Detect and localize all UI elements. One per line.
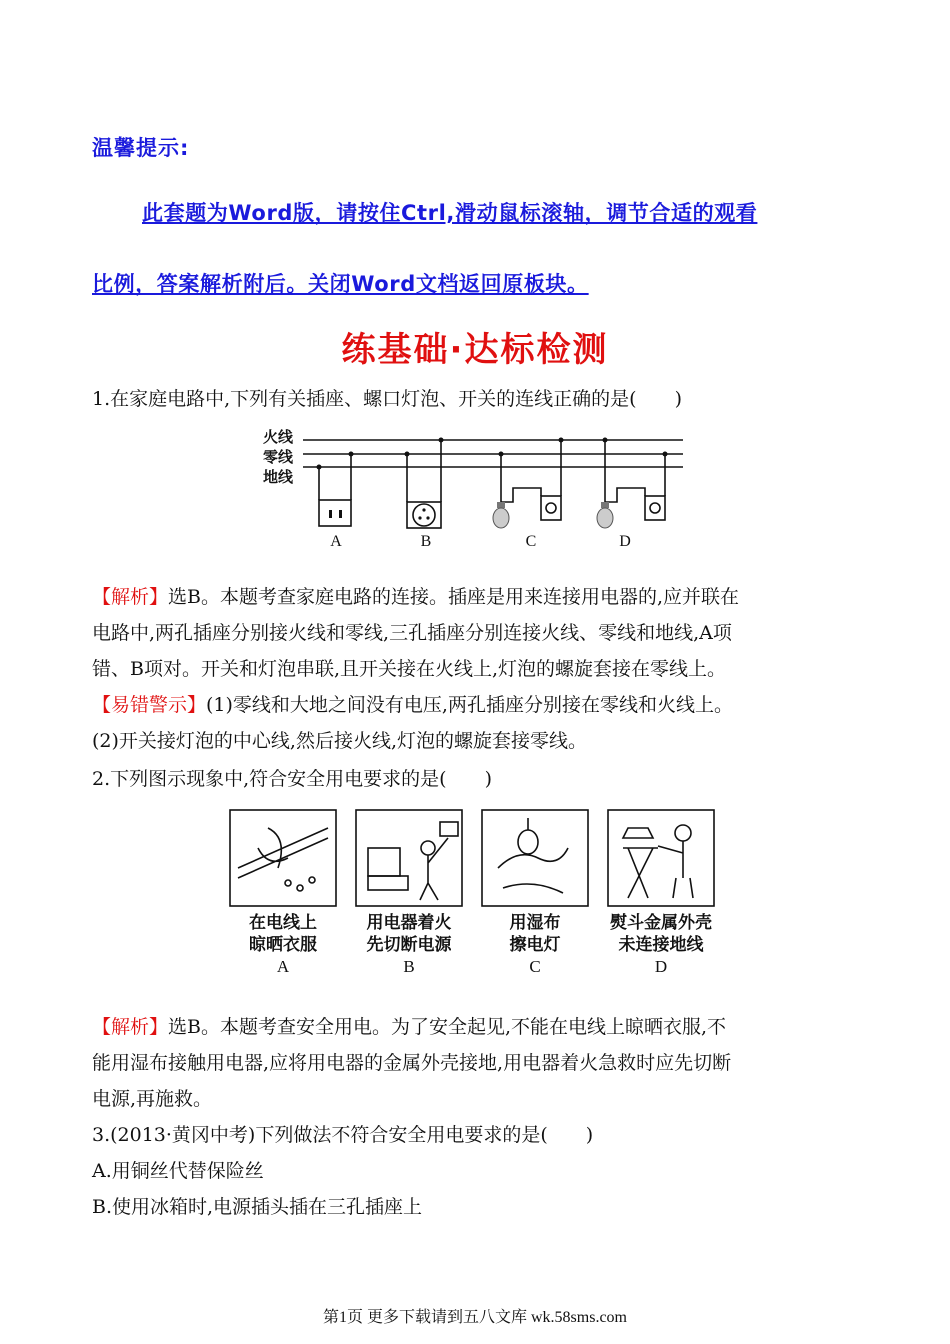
panel-c-drawing	[482, 810, 588, 906]
q1-stem: 1.在家庭电路中,下列有关插座、螺口灯泡、开关的连线正确的是( )	[92, 388, 682, 410]
switch-icon-c	[541, 496, 561, 520]
q3-option-a: A.用铜丝代替保险丝	[92, 1160, 264, 1182]
page-footer: 第1页 更多下载请到五八文库 wk.58sms.com	[322, 1309, 627, 1326]
q3-stem: 3.(2013·黄冈中考)下列做法不符合安全用电要求的是( )	[92, 1124, 594, 1146]
q2-analysis-line-2: 能用湿布接触用电器,应将用电器的金属外壳接地,用电器着火急救时应先切断	[92, 1052, 732, 1074]
panel-d-caption: 熨斗金属外壳 未连接地线 D	[610, 913, 712, 976]
q2-panels-figure	[228, 808, 728, 908]
ground-wire-label: 地线	[263, 468, 294, 486]
q1-analysis-line-3: 错、B项对。开关和灯泡串联,且开关接在火线上,灯泡的螺旋套接在零线上。	[92, 658, 727, 680]
bulb-icon-d	[597, 502, 613, 528]
q1-analysis-line-1: 【解析】选B。本题考查家庭电路的连接。插座是用来连接用电器的,应并联在	[92, 586, 740, 608]
warning-tag: 【易错警示】	[92, 694, 207, 716]
tip-line-2: 比例，答案解析附后。关闭Word文档返回原板块。	[92, 272, 589, 296]
option-label-a: A	[330, 533, 342, 550]
q3-option-b: B.使用冰箱时,电源插头插在三孔插座上	[92, 1196, 423, 1218]
neutral-wire-label: 零线	[263, 448, 294, 466]
panel-a-caption: 在电线上 晾晒衣服 A	[249, 913, 317, 976]
analysis-tag: 【解析】	[92, 586, 169, 608]
option-label-d: D	[619, 533, 631, 550]
panel-b-caption: 用电器着火 先切断电源 B	[366, 913, 452, 976]
panel-d-drawing	[608, 810, 714, 906]
q2-stem: 2.下列图示现象中,符合安全用电要求的是( )	[92, 768, 492, 790]
three-hole-socket-icon	[413, 504, 435, 526]
option-label-c: C	[525, 533, 537, 550]
bulb-icon-c	[493, 502, 509, 528]
two-hole-socket-icon	[319, 500, 351, 526]
q1-warning-line-1: 【易错警示】(1)零线和大地之间没有电压,两孔插座分别接在零线和火线上。	[92, 694, 733, 716]
tip-title: 温馨提示:	[92, 136, 190, 160]
q1-circuit-figure	[255, 422, 695, 552]
live-wire-label: 火线	[263, 428, 294, 446]
q1-analysis-line-2: 电路中,两孔插座分别接火线和零线,三孔插座分别连接火线、零线和地线,A项	[92, 622, 732, 644]
q2-analysis-line-3: 电源,再施救。	[92, 1088, 213, 1110]
q1-warning-line-2: (2)开关接灯泡的中心线,然后接火线,灯泡的螺旋套接零线。	[92, 730, 587, 752]
panel-b-drawing	[356, 810, 462, 906]
section-title: 练基础·达标检测	[341, 330, 609, 370]
option-label-b: B	[420, 533, 432, 550]
panel-c-caption: 用湿布 擦电灯 C	[509, 913, 561, 976]
analysis-tag: 【解析】	[92, 1016, 169, 1038]
tip-line-1: 此套题为Word版，请按住Ctrl,滑动鼠标滚轴，调节合适的观看	[142, 201, 758, 225]
q2-analysis-line-1: 【解析】选B。本题考查安全用电。为了安全起见,不能在电线上晾晒衣服,不	[92, 1016, 727, 1038]
switch-icon-d	[645, 496, 665, 520]
